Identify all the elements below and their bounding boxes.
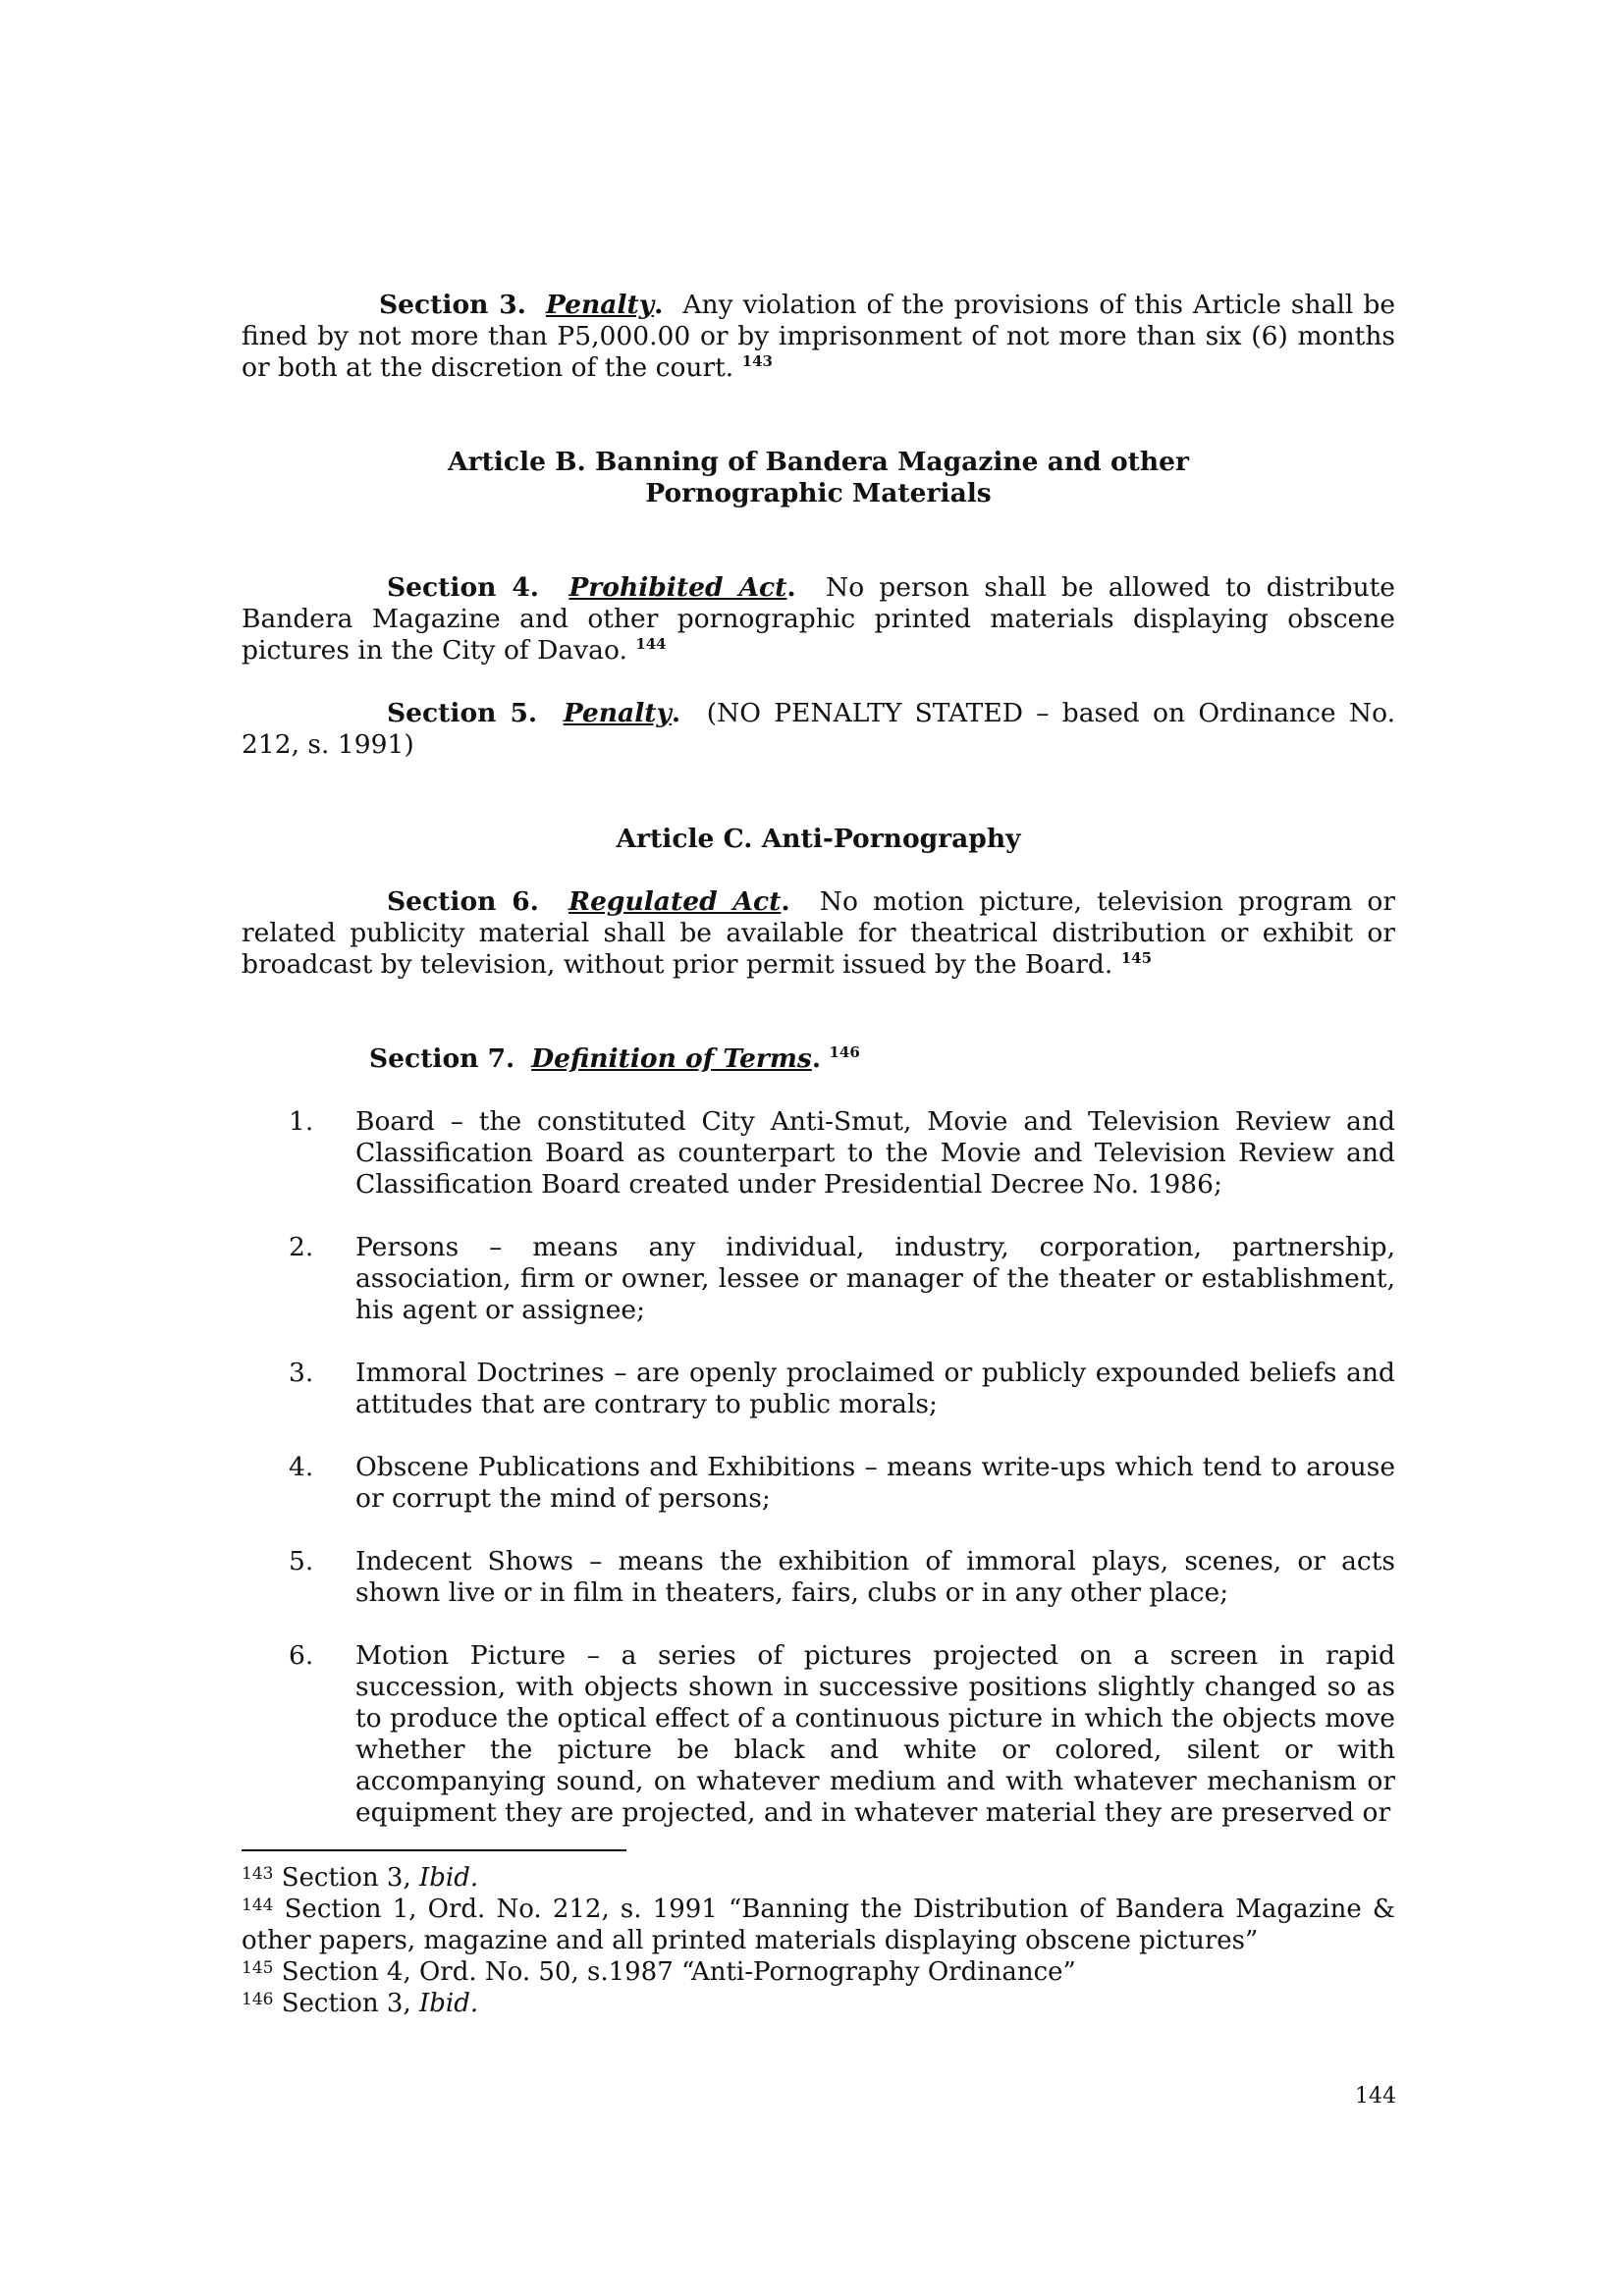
section-3-paragraph: Section 3. Penalty. Any violation of the provisions of this Article shall be fined by not more than P5,000.00 or by imprisonment of not more than six (6) months or both at the discretion of the court. $^{143}$ [242, 290, 1395, 383]
list-item-number: 6. [289, 1640, 314, 1671]
footnote-ibid: Ibid. [418, 1863, 479, 1893]
section-6-text: No motion picture, television program or related publicity material shall be available for theatrical distribution or exhibit or broadcast by television, without prior permit issued by the Board. [242, 886, 1395, 980]
article-b-title-line1: Article B. Banning of Bandera Magazine and other [448, 447, 1189, 477]
article-c-heading [242, 824, 1395, 855]
list-item [242, 1232, 1395, 1326]
footnotes [242, 1862, 1395, 2019]
list-item-text: Immoral Doctrines – are openly proclaimed or publicly expounded beliefs and attitudes that are contrary to public morals; [355, 1358, 1395, 1419]
section-4-label: Section 4. [387, 572, 540, 603]
list-item-number: 3. [289, 1358, 314, 1388]
section-5-heading: Penalty [563, 698, 672, 728]
list-item-number: 4. [289, 1452, 314, 1482]
definitions-list-wrapper [242, 1106, 1395, 1860]
footnote-number: 143 [242, 1864, 274, 1884]
section-7-heading-line: Section 7. Definition of Terms. $^{146}$ [369, 1043, 860, 1074]
footnote-ibid: Ibid. [418, 1989, 479, 2018]
section-3-heading: Penalty [545, 290, 655, 320]
section-5-label: Section 5. [387, 698, 538, 728]
section-6-paragraph: Section 6. Regulated Act. No motion picture, television program or related publicity material shall be available for theatrical distribution or exhibit or broadcast by television, without prior permit issued by the Board. $^{145}$ [242, 886, 1395, 980]
page-number: 144 [1355, 2084, 1396, 2109]
list-item-number: 5. [289, 1546, 314, 1576]
footnote-separator [242, 1849, 626, 1851]
section-4-text: No person shall be allowed to distribute Bandera Magazine and other pornographic printed materials displaying obscene pictures in the City of Davao. [242, 572, 1395, 666]
definitions-list [242, 1106, 1395, 1829]
list-item-text: Obscene Publications and Exhibitions – means write-ups which tend to arouse or corrupt the mind of persons; [355, 1452, 1395, 1514]
list-item-number: 1. [289, 1106, 314, 1137]
list-item [242, 1452, 1395, 1515]
list-item-text: Persons – means any individual, industry, corporation, partnership, association, firm or owner, lessee or manager of the theater or establishment, his agent or assignee; [355, 1232, 1395, 1325]
list-item [242, 1358, 1395, 1420]
section-4-heading: Prohibited Act [568, 572, 787, 603]
article-b-title-line2: Pornographic Materials [645, 478, 992, 508]
footnote-ref-144: 144 [635, 635, 667, 653]
section-5-paragraph: Section 5. Penalty. (NO PENALTY STATED – based on Ordinance No. 212, s. 1991) [242, 698, 1395, 760]
section-7-heading: Definition of Terms [531, 1043, 812, 1074]
list-item [242, 1106, 1395, 1201]
section-3-label: Section 3. [379, 290, 526, 320]
section-6-label: Section 6. [387, 886, 539, 917]
section-3-text: Any violation of the provisions of this Article shall be fined by not more than P5,000.00 or by imprisonment of not more than six (6) months or both at the discretion of the court. [242, 290, 1395, 383]
section-6-heading: Regulated Act [568, 886, 782, 917]
list-item [242, 1640, 1395, 1829]
list-item-text: Board – the constituted City Anti-Smut, Movie and Television Review and Classification Board as counterpart to the Movie and Television Review and Classification Board created under Presidential Decree No. 1986; [355, 1106, 1395, 1200]
footnote-ref-145: 145 [1120, 949, 1153, 967]
list-item-text: Motion Picture – a series of pictures projected on a screen in rapid succession, with objects shown in successive positions slightly changed so as to produce the optical effect of a continuous picture in which the objects move whether the picture be black and white or colored, silent or with accompanying sound, on whatever medium and with whatever mechanism or equipment they are projected, and in whatever material they are preserved or [355, 1640, 1395, 1828]
article-b-heading [242, 447, 1395, 509]
footnote-ref-146: 146 [829, 1043, 860, 1061]
section-7-label: Section 7. [369, 1043, 515, 1074]
list-item-text: Indecent Shows – means the exhibition of immoral plays, scenes, or acts shown live or in film in theaters, fairs, clubs or in any other place; [355, 1546, 1395, 1608]
footnote-number: 145 [242, 1958, 274, 1978]
section-5-text: (NO PENALTY STATED – based on Ordinance No. 212, s. 1991) [242, 698, 1395, 760]
footnote-text: Section 3, [281, 1989, 419, 2018]
footnote-number: 146 [242, 1990, 274, 2009]
footnote-144 [242, 1894, 1395, 1956]
footnote-143 [242, 1862, 1395, 1894]
article-c-title: Article C. Anti-Pornography [616, 824, 1021, 854]
list-item [242, 1546, 1395, 1609]
footnote-text: Section 3, [281, 1863, 419, 1893]
footnote-text: Section 4, Ord. No. 50, s.1987 “Anti-Pornography Ordinance” [281, 1957, 1076, 1987]
list-item-number: 2. [289, 1232, 314, 1262]
footnote-ref-143: 143 [741, 352, 773, 370]
footnote-146 [242, 1988, 1395, 2019]
section-4-paragraph: Section 4. Prohibited Act. No person shall be allowed to distribute Bandera Magazine and other pornographic printed materials displaying obscene pictures in the City of Davao. $^{144}$ [242, 572, 1395, 666]
footnote-number: 144 [242, 1896, 274, 1915]
footnote-145 [242, 1956, 1395, 1988]
footnote-text: Section 1, Ord. No. 212, s. 1991 “Banning the Distribution of Bandera Magazine & other papers, magazine and all printed materials displaying obscene pictures” [242, 1895, 1396, 1955]
